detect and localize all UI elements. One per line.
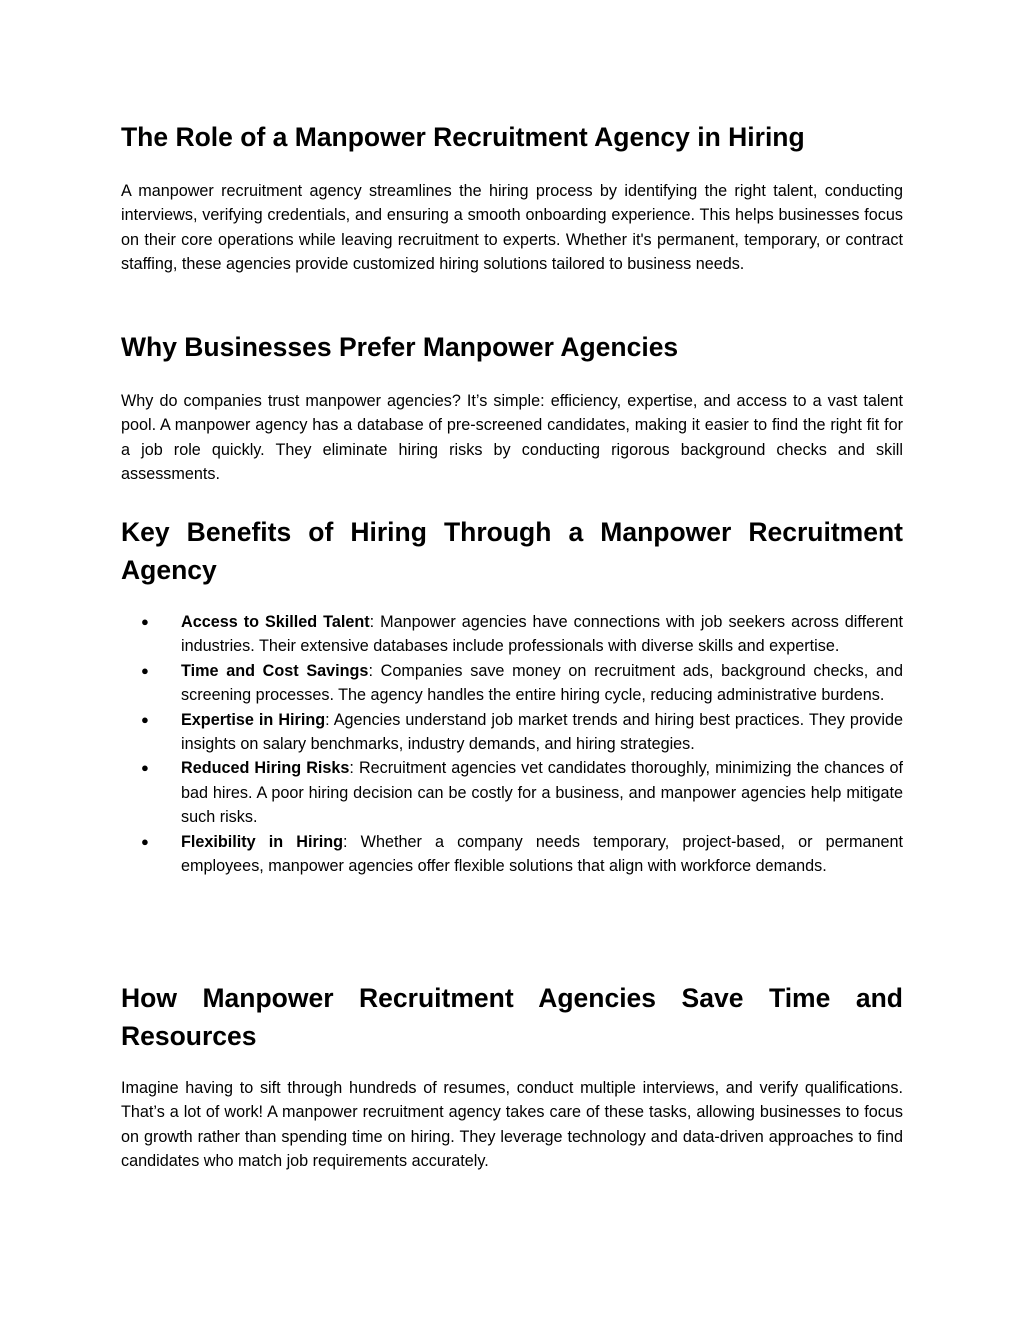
benefit-term: Reduced Hiring Risks [181,759,350,778]
section-heading: Why Businesses Prefer Manpower Agencies [121,332,679,362]
section-paragraph: Why do companies trust manpower agencies? It’s simple: efficiency, expertise, and access to a vast talent pool. A manpower agency has a database of pre-screened candidates, making it easier to find the right fit for a job role quickly. They eliminate hiring risks by conducting rigorous background checks and skill assessments. [121,392,903,484]
benefit-term: Access to Skilled Talent [181,613,370,631]
benefit-description: : Recruitment agencies vet candidates thoroughly, minimizing the chances of bad hires. A poor hiring decision can be costly for a business, and manpower agencies help mitigate such risks. [181,759,903,827]
list-item [121,659,903,708]
benefit-term: Expertise in Hiring [181,710,326,729]
section-heading: How Manpower Recruitment Agencies Save Time and Resources [121,983,903,1051]
bullet-icon: ● [141,711,149,727]
bullet-icon: ● [141,614,149,629]
section-why-businesses-prefer [121,328,903,487]
section-heading: Key Benefits of Hiring Through a Manpower Recruitment Agency [121,517,903,585]
benefits-list [121,610,903,878]
list-item [121,756,903,829]
section-key-benefits [121,513,903,878]
section-heading: The Role of a Manpower Recruitment Agency in Hiring [121,122,805,152]
bullet-icon: ● [141,833,149,849]
benefit-description: : Companies save money on recruitment ads, background checks, and screening processes. The agency handles the entire hiring cycle, reducing administrative burdens. [181,661,903,705]
benefit-description: : Manpower agencies have connections with job seekers across different industries. Their extensive databases include professionals with diverse skills and expertise. [181,613,904,656]
bullet-icon: ● [141,760,149,776]
list-item [121,708,903,757]
benefit-term: Flexibility in Hiring [181,832,344,851]
section-role-of-agency [121,118,903,277]
benefit-description: : Agencies understand job market trends and hiring best practices. They provide insights on salary benchmarks, industry demands, and hiring strategies. [181,710,904,754]
benefit-term: Time and Cost Savings [181,661,369,680]
section-save-time-resources [121,979,903,1174]
benefit-description: : Whether a company needs temporary, project-based, or permanent employees, manpower agencies offer flexible solutions that align with workforce demands. [181,832,903,876]
section-paragraph: Imagine having to sift through hundreds of resumes, conduct multiple interviews, and verify qualifications. That’s a lot of work! A manpower recruitment agency takes care of these tasks, allowing businesses to focus on growth rather than spending time on hiring. They leverage technology and data-driven approaches to find candidates who match job requirements accurately. [121,1079,903,1171]
list-item [121,610,903,659]
bullet-icon: ● [141,662,149,678]
list-item [121,830,903,879]
section-paragraph: A manpower recruitment agency streamlines the hiring process by identifying the right talent, conducting interviews, verifying credentials, and ensuring a smooth onboarding experience. This helps businesses focus on their core operations while leaving recruitment to experts. Whether it's permanent, temporary, or contract staffing, these agencies provide customized hiring solutions tailored to business needs. [121,182,903,274]
